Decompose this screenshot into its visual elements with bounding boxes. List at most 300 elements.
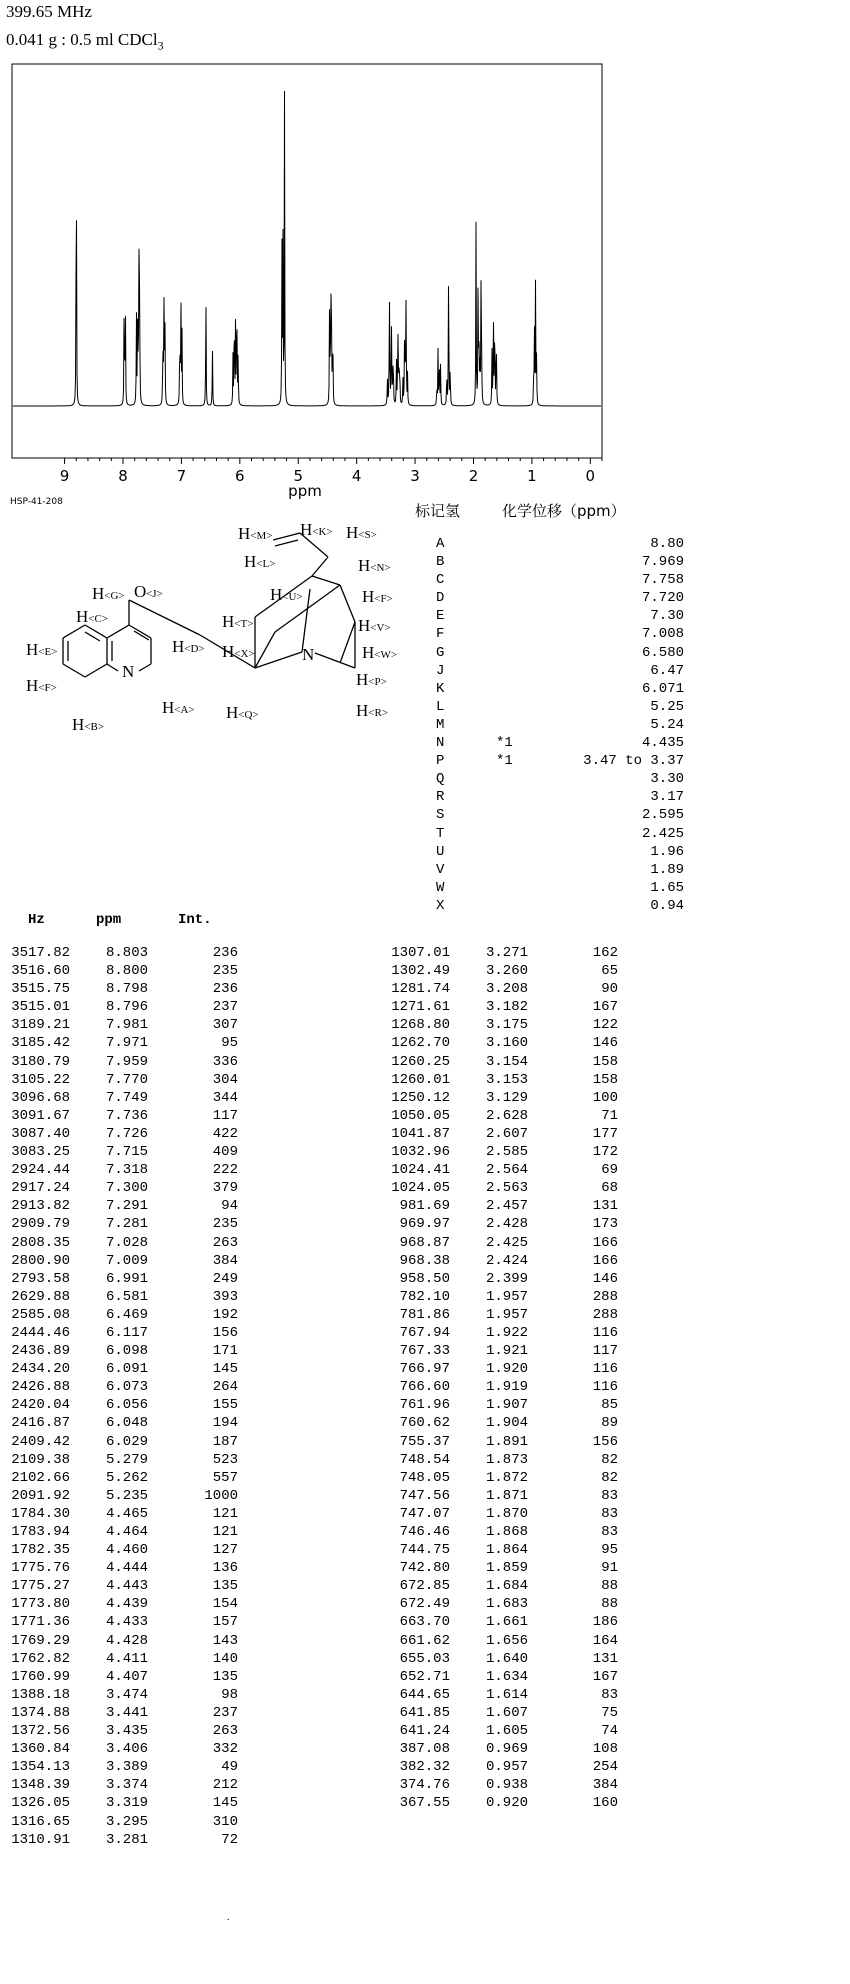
peak-ppm: 7.749 bbox=[105, 1089, 148, 1106]
peak-ppm: 1.870 bbox=[485, 1505, 528, 1522]
peak-row bbox=[390, 1107, 620, 1125]
peak-hz: 2793.58 bbox=[11, 1270, 70, 1287]
peak-hz: 3096.68 bbox=[11, 1089, 70, 1106]
assignment-shift: 4.435 bbox=[641, 735, 684, 752]
peak-row bbox=[10, 1613, 240, 1631]
peak-intensity: 146 bbox=[592, 1270, 618, 1287]
peak-hz: 969.97 bbox=[399, 1216, 450, 1233]
peak-intensity: 162 bbox=[592, 945, 618, 961]
peak-ppm: 1.864 bbox=[485, 1542, 528, 1559]
peak-row bbox=[390, 1234, 620, 1252]
peak-hz: 655.03 bbox=[399, 1650, 450, 1667]
peak-row bbox=[390, 1016, 620, 1034]
peak-row bbox=[10, 1306, 240, 1324]
assignment-row bbox=[430, 644, 684, 662]
assignment-shift: 8.80 bbox=[650, 536, 684, 552]
assignment-row bbox=[430, 825, 684, 843]
assignment-label: A bbox=[436, 536, 445, 552]
peak-intensity: 121 bbox=[212, 1505, 238, 1522]
peak-ppm: 2.424 bbox=[485, 1252, 528, 1269]
peak-intensity: 117 bbox=[592, 1343, 618, 1360]
peak-intensity: 249 bbox=[212, 1270, 238, 1287]
footer-mark: . bbox=[227, 1912, 230, 1923]
peak-row bbox=[10, 1360, 240, 1378]
peak-hz: 641.85 bbox=[399, 1704, 450, 1721]
peak-ppm: 3.319 bbox=[105, 1795, 148, 1812]
assignment-label: D bbox=[436, 590, 445, 607]
peak-ppm: 1.661 bbox=[485, 1614, 528, 1631]
peak-intensity: 143 bbox=[212, 1632, 238, 1649]
peak-intensity: 117 bbox=[212, 1107, 238, 1124]
hydrogen-label: H<A> bbox=[162, 698, 195, 717]
hydrogen-label: H<W> bbox=[362, 643, 398, 662]
assignment-label: U bbox=[436, 843, 445, 860]
peak-row bbox=[390, 1306, 620, 1324]
peak-row bbox=[10, 1433, 240, 1451]
peak-ppm: 6.581 bbox=[105, 1288, 148, 1305]
peak-intensity: 95 bbox=[221, 1035, 238, 1052]
peak-intensity: 98 bbox=[221, 1686, 238, 1703]
peak-hz: 2109.38 bbox=[11, 1451, 70, 1468]
peak-intensity: 523 bbox=[212, 1451, 238, 1468]
assignment-row bbox=[430, 788, 684, 806]
peak-ppm: 4.464 bbox=[105, 1524, 148, 1540]
peak-ppm: 1.957 bbox=[485, 1288, 528, 1305]
peak-row bbox=[390, 1650, 620, 1668]
assignment-row bbox=[430, 770, 684, 788]
peak-ppm: 2.425 bbox=[485, 1234, 528, 1251]
assignment-shift: 1.65 bbox=[650, 879, 684, 896]
peak-intensity: 74 bbox=[601, 1723, 618, 1740]
peak-ppm: 6.029 bbox=[105, 1433, 148, 1450]
assignment-row bbox=[430, 680, 684, 698]
peak-hz: 644.65 bbox=[399, 1686, 450, 1703]
peak-intensity: 158 bbox=[592, 1053, 618, 1070]
peak-intensity: 264 bbox=[212, 1379, 238, 1396]
assignment-shift: 3.30 bbox=[650, 771, 684, 788]
assignment-note: *1 bbox=[496, 753, 513, 770]
peak-row bbox=[10, 1668, 240, 1686]
peak-row bbox=[390, 1613, 620, 1631]
peak-hz: 3515.75 bbox=[11, 981, 70, 998]
peak-hz: 1260.01 bbox=[391, 1071, 450, 1088]
peak-hz: 2444.46 bbox=[11, 1324, 70, 1341]
sample-text: 0.041 g : 0.5 ml CDCl bbox=[6, 30, 158, 49]
peak-hz: 767.94 bbox=[399, 1324, 450, 1341]
peak-ppm: 1.919 bbox=[485, 1379, 528, 1396]
peak-ppm: 3.154 bbox=[485, 1053, 528, 1070]
assignment-label: T bbox=[436, 825, 445, 842]
peak-hz: 1771.36 bbox=[11, 1614, 70, 1631]
peak-row bbox=[10, 1650, 240, 1668]
peak-hz: 3083.25 bbox=[11, 1144, 70, 1161]
peak-ppm: 1.656 bbox=[485, 1632, 528, 1649]
peak-intensity: 194 bbox=[212, 1415, 238, 1432]
peak-intensity: 131 bbox=[592, 1198, 618, 1215]
peak-row bbox=[390, 1487, 620, 1505]
peak-hz: 761.96 bbox=[399, 1397, 450, 1414]
assignment-shift: 2.425 bbox=[641, 825, 684, 842]
peak-row bbox=[390, 1324, 620, 1342]
peak-hz: 3515.01 bbox=[11, 999, 70, 1016]
hydrogen-label: H<D> bbox=[172, 637, 205, 656]
peak-intensity: 135 bbox=[212, 1668, 238, 1685]
assignment-shift: 6.071 bbox=[641, 680, 684, 697]
assignment-shift: 5.25 bbox=[650, 698, 684, 715]
peak-header-int: Int. bbox=[178, 912, 212, 928]
peak-ppm: 3.175 bbox=[485, 1017, 528, 1034]
peak-hz: 968.38 bbox=[399, 1252, 450, 1269]
assignment-shift: 6.580 bbox=[641, 644, 684, 661]
hydrogen-label: H<T> bbox=[222, 612, 254, 631]
peak-hz: 1050.05 bbox=[391, 1107, 450, 1124]
assignment-shift: 6.47 bbox=[650, 662, 684, 679]
peak-intensity: 422 bbox=[212, 1125, 238, 1142]
peak-hz: 742.80 bbox=[399, 1560, 450, 1577]
peak-ppm: 1.891 bbox=[485, 1433, 528, 1450]
peak-ppm: 3.160 bbox=[485, 1035, 528, 1052]
peak-row bbox=[390, 1740, 620, 1758]
peak-row bbox=[10, 1378, 240, 1396]
peak-header-ppm: ppm bbox=[96, 912, 122, 928]
peak-intensity: 263 bbox=[212, 1234, 238, 1251]
peak-ppm: 2.428 bbox=[485, 1216, 528, 1233]
hydrogen-label: H<Q> bbox=[226, 703, 259, 722]
assignment-row bbox=[430, 734, 684, 752]
assignment-shift: 1.96 bbox=[650, 843, 684, 860]
assignment-label: B bbox=[436, 554, 445, 571]
peak-ppm: 1.904 bbox=[485, 1415, 528, 1432]
peak-ppm: 4.443 bbox=[105, 1578, 148, 1595]
peak-row bbox=[10, 1179, 240, 1197]
peak-ppm: 6.073 bbox=[105, 1379, 148, 1396]
peak-intensity: 156 bbox=[592, 1433, 618, 1450]
hydrogen-label: H<F> bbox=[362, 587, 393, 606]
peak-hz: 767.33 bbox=[399, 1343, 450, 1360]
peak-hz: 2913.82 bbox=[11, 1198, 70, 1215]
peak-intensity: 145 bbox=[212, 1795, 238, 1812]
peak-row bbox=[390, 998, 620, 1016]
assignment-row bbox=[430, 535, 684, 553]
peak-list-right bbox=[390, 944, 620, 1813]
hydrogen-label: H<S> bbox=[346, 523, 377, 542]
peak-ppm: 1.872 bbox=[485, 1469, 528, 1486]
peak-ppm: 1.957 bbox=[485, 1306, 528, 1323]
hydrogen-label: H<U> bbox=[270, 585, 303, 604]
peak-intensity: 72 bbox=[221, 1831, 238, 1848]
peak-row bbox=[10, 962, 240, 980]
peak-row bbox=[390, 1722, 620, 1740]
peak-ppm: 3.281 bbox=[105, 1831, 148, 1848]
assignment-shift: 7.758 bbox=[641, 572, 684, 589]
peak-ppm: 0.920 bbox=[485, 1795, 528, 1812]
assignment-shift: 7.720 bbox=[641, 590, 684, 607]
peak-hz: 1024.41 bbox=[391, 1162, 450, 1179]
peak-intensity: 65 bbox=[601, 963, 618, 980]
hydrogen-label: H<P> bbox=[356, 670, 387, 689]
x-tick-label: 7 bbox=[176, 467, 187, 485]
peak-intensity: 235 bbox=[212, 963, 238, 980]
peak-row bbox=[10, 1324, 240, 1342]
assignment-row bbox=[430, 589, 684, 607]
peak-hz: 672.49 bbox=[399, 1596, 450, 1613]
x-tick-label: 0 bbox=[585, 467, 596, 485]
peak-row bbox=[390, 1053, 620, 1071]
assignment-row bbox=[430, 553, 684, 571]
peak-hz: 3189.21 bbox=[11, 1017, 70, 1034]
peak-ppm: 1.607 bbox=[485, 1704, 528, 1721]
peak-row bbox=[10, 1523, 240, 1541]
peak-row bbox=[390, 980, 620, 998]
peak-ppm: 1.907 bbox=[485, 1397, 528, 1414]
peak-hz: 2426.88 bbox=[11, 1379, 70, 1396]
assignment-label: X bbox=[436, 897, 445, 914]
peak-intensity: 69 bbox=[601, 1162, 618, 1179]
hydrogen-label: H<X> bbox=[222, 642, 255, 661]
assignment-shift: 3.47 to 3.37 bbox=[583, 753, 684, 770]
peak-ppm: 3.153 bbox=[485, 1071, 528, 1088]
peak-ppm: 8.803 bbox=[105, 945, 148, 961]
peak-hz: 782.10 bbox=[399, 1288, 450, 1305]
peak-ppm: 8.800 bbox=[105, 963, 148, 980]
peak-hz: 2909.79 bbox=[11, 1216, 70, 1233]
peak-row bbox=[390, 1161, 620, 1179]
peak-intensity: 158 bbox=[592, 1071, 618, 1088]
peak-intensity: 393 bbox=[212, 1288, 238, 1305]
peak-row bbox=[390, 1776, 620, 1794]
peak-intensity: 156 bbox=[212, 1324, 238, 1341]
peak-intensity: 172 bbox=[592, 1144, 618, 1161]
peak-hz: 747.07 bbox=[399, 1505, 450, 1522]
peak-hz: 766.97 bbox=[399, 1361, 450, 1378]
peak-ppm: 6.991 bbox=[105, 1270, 148, 1287]
assignment-shift: 1.89 bbox=[650, 861, 684, 878]
peak-intensity: 116 bbox=[592, 1361, 618, 1378]
peak-list-left bbox=[10, 944, 240, 1849]
peak-row bbox=[10, 1396, 240, 1414]
peak-ppm: 3.406 bbox=[105, 1741, 148, 1758]
peak-intensity: 236 bbox=[212, 981, 238, 998]
peak-row bbox=[10, 1831, 240, 1849]
peak-row bbox=[10, 1704, 240, 1722]
peak-row bbox=[390, 1360, 620, 1378]
assignment-label: V bbox=[436, 861, 445, 878]
peak-intensity: 91 bbox=[601, 1560, 618, 1577]
peak-intensity: 121 bbox=[212, 1524, 238, 1540]
peak-hz: 744.75 bbox=[399, 1542, 450, 1559]
peak-row bbox=[390, 1794, 620, 1812]
peak-row bbox=[10, 1071, 240, 1089]
peak-hz: 2434.20 bbox=[11, 1361, 70, 1378]
peak-hz: 2917.24 bbox=[11, 1180, 70, 1197]
peak-row bbox=[10, 1469, 240, 1487]
hydrogen-label: H<M> bbox=[238, 524, 273, 543]
peak-row bbox=[390, 1632, 620, 1650]
peak-intensity: 95 bbox=[601, 1542, 618, 1559]
peak-hz: 2924.44 bbox=[11, 1162, 70, 1179]
peak-intensity: 160 bbox=[592, 1795, 618, 1812]
peak-intensity: 288 bbox=[592, 1306, 618, 1323]
peak-ppm: 5.235 bbox=[105, 1487, 148, 1504]
peak-hz: 663.70 bbox=[399, 1614, 450, 1631]
sample-concentration bbox=[6, 30, 164, 53]
x-tick-label: 1 bbox=[527, 467, 537, 485]
peak-intensity: 237 bbox=[212, 999, 238, 1016]
peak-hz: 1032.96 bbox=[391, 1144, 450, 1161]
peak-hz: 1281.74 bbox=[391, 981, 450, 998]
peak-hz: 2416.87 bbox=[11, 1415, 70, 1432]
peak-row bbox=[390, 1523, 620, 1541]
peak-ppm: 1.922 bbox=[485, 1324, 528, 1341]
peak-row bbox=[390, 1433, 620, 1451]
peak-intensity: 75 bbox=[601, 1704, 618, 1721]
peak-hz: 748.05 bbox=[399, 1469, 450, 1486]
peak-intensity: 310 bbox=[212, 1813, 238, 1830]
nmr-spectrum-chart bbox=[0, 56, 620, 506]
peak-ppm: 4.428 bbox=[105, 1632, 148, 1649]
peak-intensity: 88 bbox=[601, 1596, 618, 1613]
peak-hz: 968.87 bbox=[399, 1234, 450, 1251]
peak-intensity: 83 bbox=[601, 1487, 618, 1504]
peak-row bbox=[390, 1704, 620, 1722]
peak-ppm: 6.469 bbox=[105, 1306, 148, 1323]
peak-ppm: 1.920 bbox=[485, 1361, 528, 1378]
assignment-row bbox=[430, 571, 684, 589]
peak-intensity: 131 bbox=[592, 1650, 618, 1667]
peak-ppm: 7.281 bbox=[105, 1216, 148, 1233]
hydrogen-label: H<E> bbox=[26, 640, 58, 659]
spectrum-trace bbox=[13, 91, 601, 406]
peak-row bbox=[10, 1577, 240, 1595]
peak-ppm: 4.460 bbox=[105, 1542, 148, 1559]
assignment-shift: 7.969 bbox=[641, 554, 684, 571]
peak-ppm: 7.959 bbox=[105, 1053, 148, 1070]
peak-intensity: 49 bbox=[221, 1759, 238, 1776]
peak-hz: 3185.42 bbox=[11, 1035, 70, 1052]
peak-row bbox=[390, 1252, 620, 1270]
peak-hz: 1326.05 bbox=[11, 1795, 70, 1812]
peak-intensity: 177 bbox=[592, 1125, 618, 1142]
peak-hz: 1260.25 bbox=[391, 1053, 450, 1070]
peak-hz: 2585.08 bbox=[11, 1306, 70, 1323]
x-axis-label: ppm bbox=[288, 482, 322, 500]
peak-hz: 1760.99 bbox=[11, 1668, 70, 1685]
peak-row bbox=[10, 1107, 240, 1125]
assignment-label: N bbox=[436, 735, 445, 752]
assignment-label: M bbox=[436, 716, 445, 733]
peak-row bbox=[10, 1559, 240, 1577]
peak-ppm: 4.444 bbox=[105, 1560, 148, 1577]
peak-intensity: 94 bbox=[221, 1198, 238, 1215]
peak-hz: 382.32 bbox=[399, 1759, 450, 1776]
peak-ppm: 6.091 bbox=[105, 1361, 148, 1378]
peak-row bbox=[10, 1234, 240, 1252]
peak-intensity: 235 bbox=[212, 1216, 238, 1233]
assignment-shift: 7.30 bbox=[650, 608, 684, 625]
peak-hz: 2091.92 bbox=[11, 1487, 70, 1504]
peak-intensity: 154 bbox=[212, 1596, 238, 1613]
peak-row bbox=[390, 1197, 620, 1215]
peak-intensity: 167 bbox=[592, 999, 618, 1016]
peak-row bbox=[390, 1125, 620, 1143]
assignment-label: F bbox=[436, 626, 445, 643]
assignment-shift: 5.24 bbox=[650, 716, 684, 733]
peak-intensity: 122 bbox=[592, 1017, 618, 1034]
peak-ppm: 1.640 bbox=[485, 1650, 528, 1667]
peak-intensity: 173 bbox=[592, 1216, 618, 1233]
hydrogen-label: H<N> bbox=[358, 556, 391, 575]
peak-hz: 781.86 bbox=[399, 1306, 450, 1323]
peak-hz: 2409.42 bbox=[11, 1433, 70, 1450]
hydrogen-label: H<C> bbox=[76, 607, 109, 626]
peak-ppm: 3.435 bbox=[105, 1723, 148, 1740]
peak-ppm: 4.433 bbox=[105, 1614, 148, 1631]
peak-row bbox=[390, 1595, 620, 1613]
peak-ppm: 0.938 bbox=[485, 1777, 528, 1794]
peak-hz: 1250.12 bbox=[391, 1089, 450, 1106]
peak-row bbox=[390, 1541, 620, 1559]
assignment-row bbox=[430, 625, 684, 643]
x-tick-label: 3 bbox=[410, 467, 420, 485]
molecule-structure bbox=[10, 505, 420, 755]
peak-row bbox=[390, 1034, 620, 1052]
peak-intensity: 83 bbox=[601, 1686, 618, 1703]
x-axis bbox=[60, 458, 602, 485]
peak-intensity: 236 bbox=[212, 945, 238, 961]
peak-ppm: 2.585 bbox=[485, 1144, 528, 1161]
peak-hz: 1388.18 bbox=[11, 1686, 70, 1703]
peak-hz: 661.62 bbox=[399, 1632, 450, 1649]
peak-hz: 387.08 bbox=[399, 1741, 450, 1758]
peak-row bbox=[10, 1632, 240, 1650]
atom-o-label: <J> bbox=[146, 588, 163, 600]
peak-intensity: 254 bbox=[592, 1759, 618, 1776]
peak-hz: 3105.22 bbox=[11, 1071, 70, 1088]
assignment-label: S bbox=[436, 807, 445, 824]
peak-hz: 1783.94 bbox=[11, 1524, 70, 1540]
peak-hz: 746.46 bbox=[399, 1524, 450, 1540]
peak-hz: 2420.04 bbox=[11, 1397, 70, 1414]
peak-row bbox=[10, 1451, 240, 1469]
peak-hz: 1310.91 bbox=[11, 1831, 70, 1848]
assignment-label: W bbox=[436, 879, 445, 896]
assignment-shift: 2.595 bbox=[641, 807, 684, 824]
peak-row bbox=[10, 1161, 240, 1179]
peak-intensity: 187 bbox=[212, 1433, 238, 1450]
spectrometer-frequency: 399.65 MHz bbox=[6, 2, 92, 21]
peak-ppm: 2.607 bbox=[485, 1125, 528, 1142]
peak-hz: 652.71 bbox=[399, 1668, 450, 1685]
peak-hz: 3091.67 bbox=[11, 1107, 70, 1124]
peak-hz: 748.54 bbox=[399, 1451, 450, 1468]
peak-intensity: 82 bbox=[601, 1469, 618, 1486]
peak-hz: 1041.87 bbox=[391, 1125, 450, 1142]
peak-intensity: 171 bbox=[212, 1343, 238, 1360]
peak-ppm: 1.871 bbox=[485, 1487, 528, 1504]
hydrogen-label: H<G> bbox=[92, 584, 125, 603]
peak-row bbox=[10, 1089, 240, 1107]
peak-hz: 1360.84 bbox=[11, 1741, 70, 1758]
peak-row bbox=[10, 1414, 240, 1432]
peak-intensity: 237 bbox=[212, 1704, 238, 1721]
assignment-label: C bbox=[436, 572, 445, 589]
hydrogen-label: H<B> bbox=[72, 715, 105, 734]
peak-hz: 1775.76 bbox=[11, 1560, 70, 1577]
peak-hz: 1302.49 bbox=[391, 963, 450, 980]
peak-hz: 1374.88 bbox=[11, 1704, 70, 1721]
peak-ppm: 7.770 bbox=[105, 1071, 148, 1088]
atom-n-bridge: N bbox=[302, 645, 315, 664]
